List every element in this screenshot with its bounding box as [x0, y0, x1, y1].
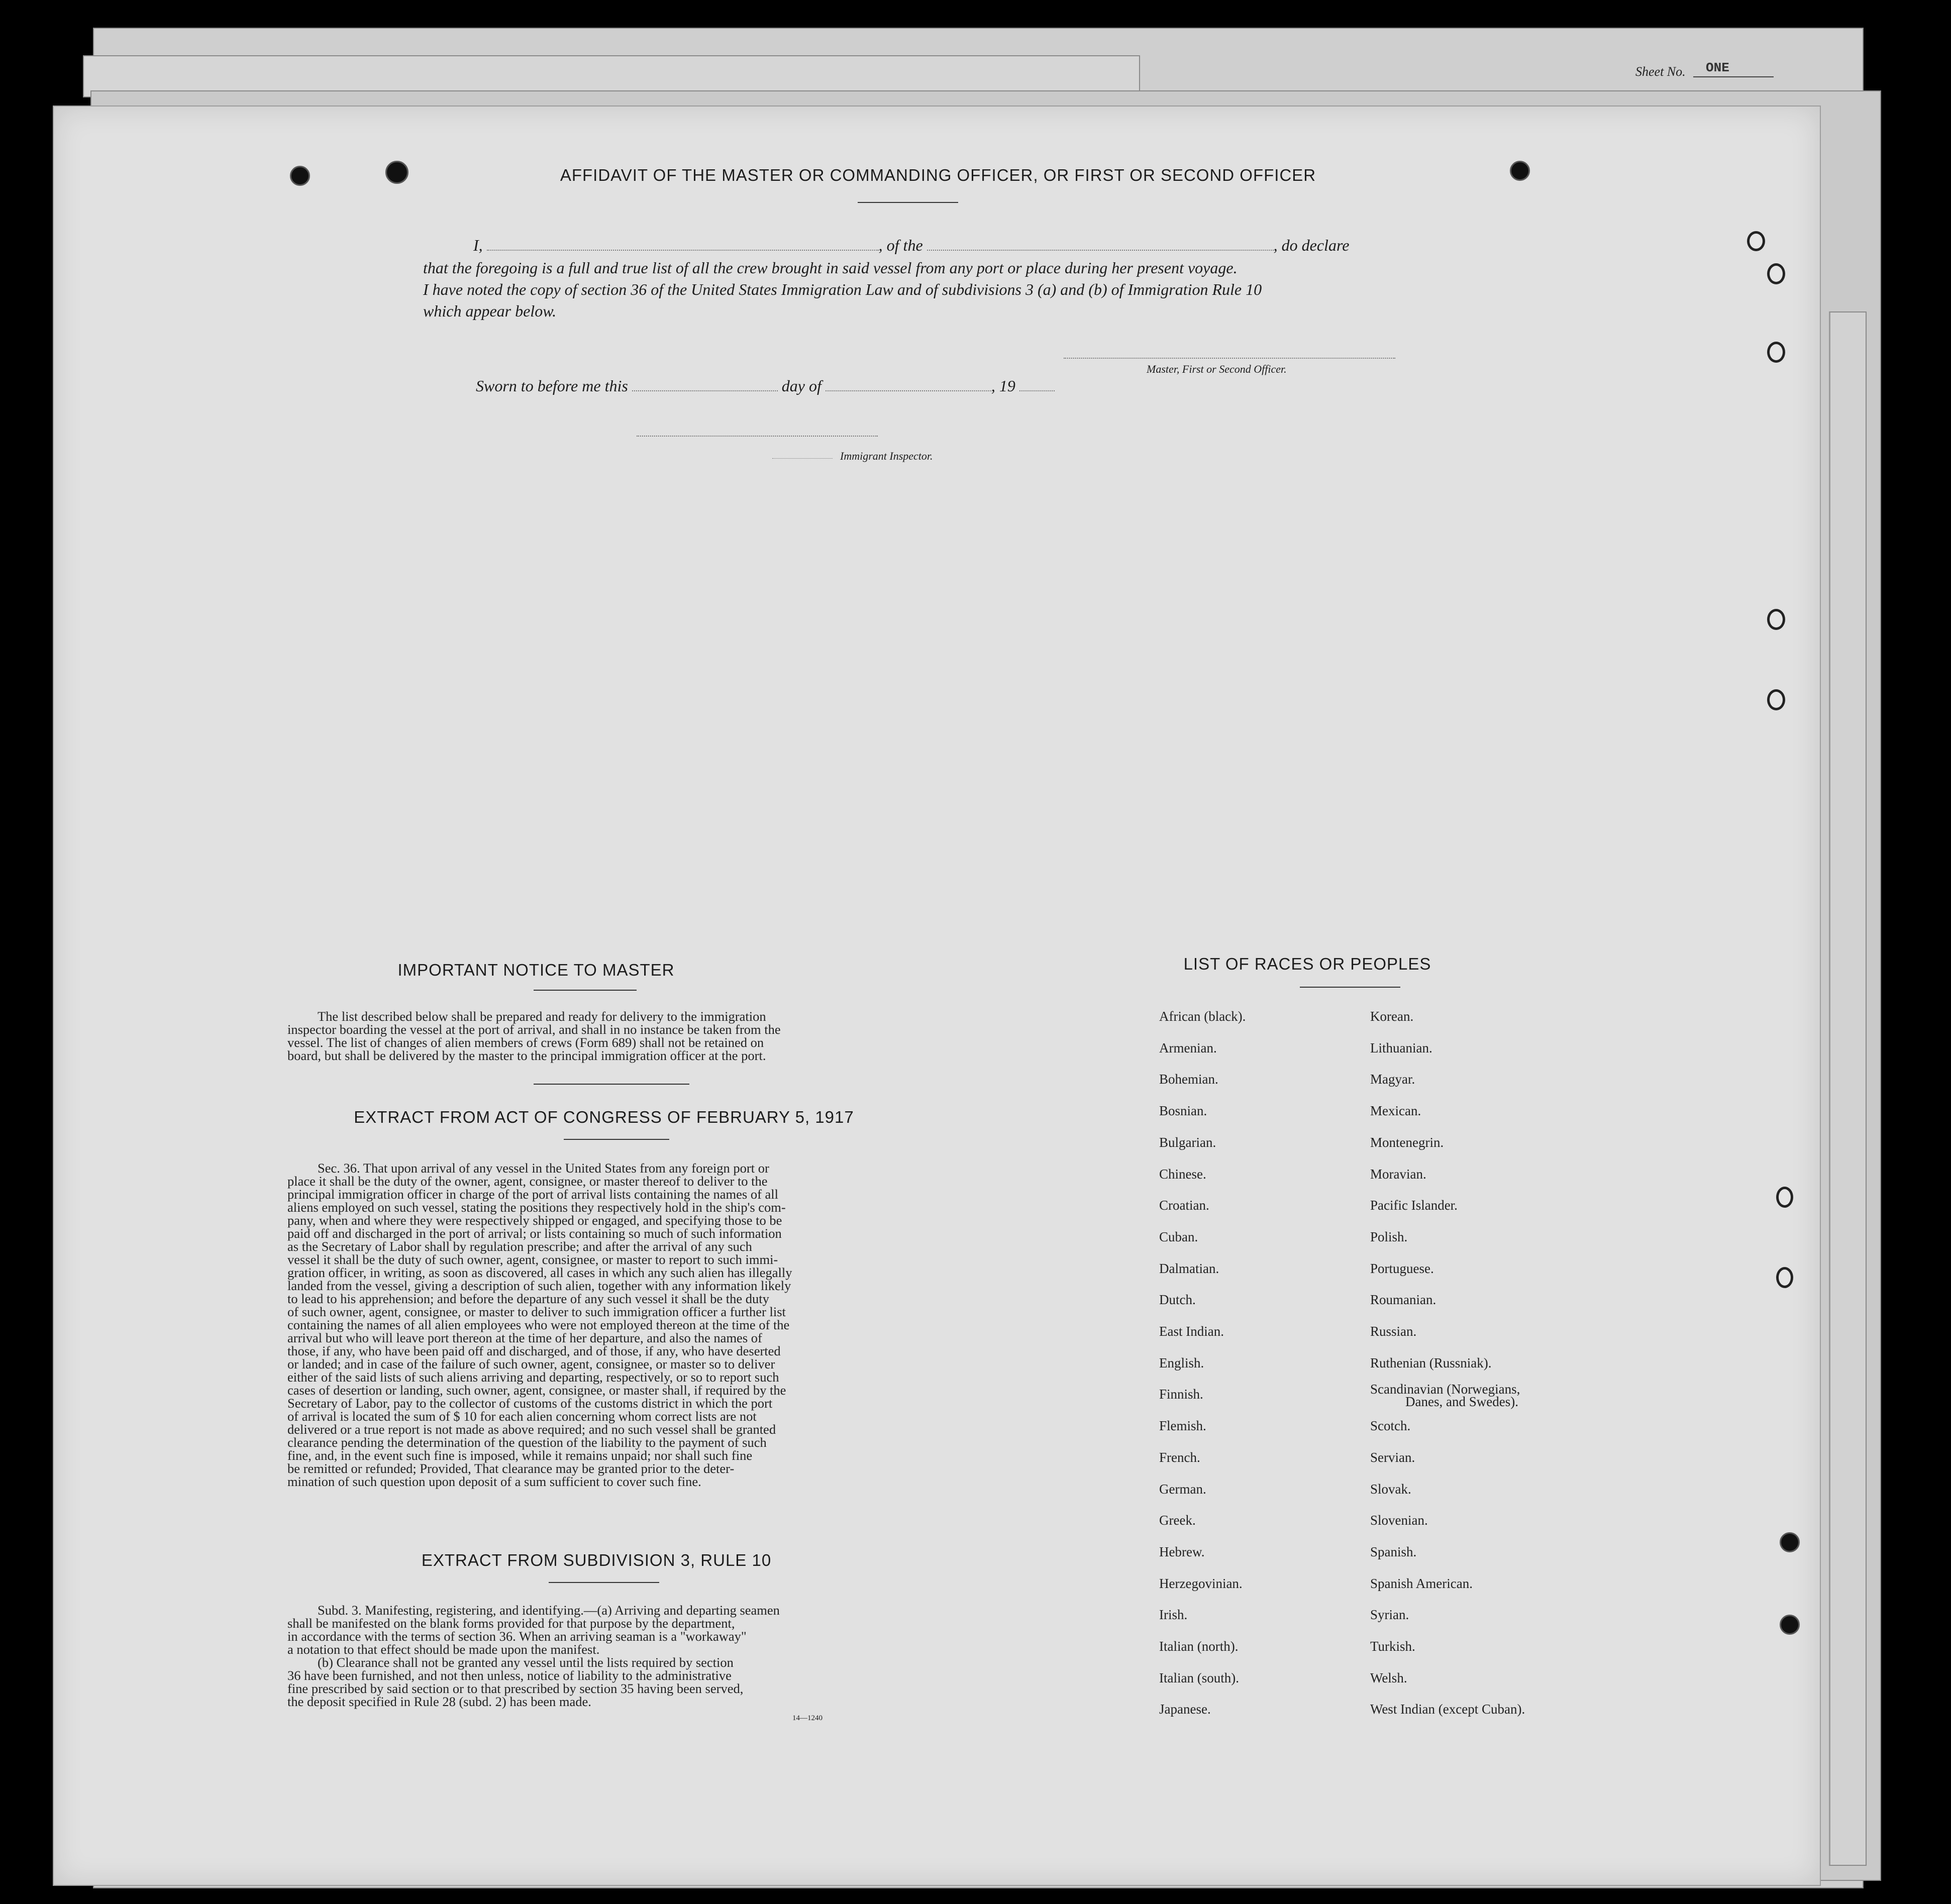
act-line: landed from the vessel, giving a description of such alien, together with any information likely: [287, 1278, 791, 1293]
race-item: English.: [1159, 1355, 1204, 1370]
race-item: Lithuanian.: [1370, 1040, 1432, 1055]
race-item: Flemish.: [1159, 1418, 1206, 1434]
race-item: German.: [1159, 1481, 1206, 1497]
rule-line: in accordance with the terms of section 36. When an arriving seaman is a "workaway": [287, 1629, 747, 1644]
inspector-signature-line[interactable]: [637, 436, 878, 437]
affidavit-page: [53, 105, 1821, 1886]
affidavit-title: AFFIDAVIT OF THE MASTER OR COMMANDING OFFICER, OR FIRST OR SECOND OFFICER: [560, 166, 1316, 184]
act-line: place it shall be the duty of the owner, agent, consignee, or master thereof to deliver to the: [287, 1174, 768, 1189]
officer-signature-caption: Master, First or Second Officer.: [1147, 363, 1287, 375]
race-item: African (black).: [1159, 1009, 1246, 1024]
race-item: French.: [1159, 1449, 1200, 1465]
sheet-number-label: Sheet No.: [1635, 64, 1686, 79]
race-item: Scotch.: [1370, 1418, 1411, 1434]
rule-line: (b) Clearance shall not be granted any vessel until the lists required by section: [318, 1655, 734, 1670]
act-line: or landed; and in case of the failure of such owner, agent, consignee, or master so to deliver: [287, 1356, 775, 1371]
race-item: Moravian.: [1370, 1166, 1426, 1182]
race-item: Irish.: [1159, 1607, 1188, 1623]
race-item: Italian (south).: [1159, 1670, 1239, 1685]
rule-body: [287, 1604, 938, 1708]
act-line: gration officer, in writing, as soon as discovered, all cases in which any such alien has illegally: [287, 1265, 792, 1280]
vessel-name-field[interactable]: [927, 250, 1274, 251]
punch-hole: [1780, 1615, 1800, 1635]
races-left-column: [1159, 1001, 1246, 1725]
race-item: Russian.: [1370, 1324, 1417, 1339]
affidavit-line-3: I have noted the copy of section 36 of the United States Immigration Law and of subdivisions 3 (a) and (b) of Immigration Rule 10: [423, 280, 1262, 298]
i-label: I,: [473, 236, 483, 254]
race-item: Spanish.: [1370, 1544, 1417, 1559]
do-declare-label: , do declare: [1273, 236, 1350, 254]
act-line: either of the said lists of such aliens arriving and departing, respectively, or so to report such: [287, 1369, 779, 1385]
act-line: mination of such question upon deposit of a sum sufficient to cover such fine.: [287, 1474, 701, 1489]
rule-line: Subd. 3. Manifesting, registering, and identifying.—(a) Arriving and departing seamen: [318, 1603, 780, 1618]
race-item: Slovak.: [1370, 1481, 1411, 1497]
race-item: Polish.: [1370, 1229, 1408, 1244]
background-sheet-edge: [1829, 311, 1867, 1866]
year-label: , 19: [991, 377, 1015, 395]
act-line: as the Secretary of Labor shall by regulation prescribe; and after the arrival of any such: [287, 1239, 752, 1254]
race-item: Armenian.: [1159, 1040, 1217, 1055]
inspector-caption-line: [772, 458, 833, 459]
race-item: Portuguese.: [1370, 1260, 1434, 1276]
notice-line: board, but shall be delivered by the master to the principal immigration officer at the port.: [287, 1048, 766, 1063]
officer-name-field[interactable]: [487, 250, 879, 251]
race-item: East Indian.: [1159, 1324, 1224, 1339]
rule-line: 36 have been furnished, and not then unless, notice of liability to the administrative: [287, 1668, 732, 1683]
punch-hole: [1767, 609, 1785, 630]
act-line: fine, and, in the event such fine is imposed, while it remains unpaid; nor shall such fine: [287, 1448, 753, 1463]
race-item: West Indian (except Cuban).: [1370, 1702, 1525, 1717]
race-item: Korean.: [1370, 1009, 1414, 1024]
act-line: Secretary of Labor, pay to the collector of customs of the customs district in which the port: [287, 1396, 773, 1411]
race-item: Mexican.: [1370, 1103, 1421, 1119]
act-line: principal immigration officer in charge of the port of arrival lists containing the names of all: [287, 1187, 779, 1202]
act-line: of such owner, agent, consignee, or master to deliver to such immigration officer a further list: [287, 1304, 786, 1319]
affidavit-line-4: which appear below.: [423, 302, 557, 320]
race-item: Syrian.: [1370, 1607, 1409, 1623]
affidavit-line-1: [473, 235, 1478, 256]
sheet-number-value: ONE: [1706, 60, 1729, 75]
punch-hole: [1776, 1267, 1793, 1288]
race-item: Montenegrin.: [1370, 1134, 1444, 1150]
sworn-line: [476, 375, 1179, 397]
race-item: Cuban.: [1159, 1229, 1198, 1244]
race-item: Bulgarian.: [1159, 1134, 1216, 1150]
rule-line: a notation to that effect should be made upon the manifest.: [287, 1642, 600, 1657]
act-line: containing the names of all alien employees who were not employed thereon at the time of the: [287, 1317, 790, 1332]
race-item: Bohemian.: [1159, 1072, 1218, 1087]
act-line: pany, when and where they were respectively shipped or engaged, and specifying those to be: [287, 1213, 782, 1228]
inspector-caption: Immigrant Inspector.: [840, 450, 933, 462]
race-item: Pacific Islander.: [1370, 1198, 1458, 1213]
race-item: Greek.: [1159, 1513, 1196, 1528]
title-rule: [858, 202, 958, 203]
sworn-day-field[interactable]: [632, 390, 778, 391]
race-item: Italian (north).: [1159, 1639, 1239, 1654]
sworn-label: Sworn to before me this: [476, 377, 628, 395]
notice-line: vessel. The list of changes of alien members of crews (Form 689) shall not be retained on: [287, 1035, 764, 1050]
race-item: Japanese.: [1159, 1702, 1211, 1717]
race-item: Chinese.: [1159, 1166, 1206, 1182]
race-item: Slovenian.: [1370, 1513, 1428, 1528]
race-item: Roumanian.: [1370, 1292, 1436, 1308]
punch-hole: [1776, 1187, 1793, 1208]
act-body: [287, 1161, 938, 1488]
races-right-column: [1370, 1001, 1525, 1725]
race-item: Finnish.: [1159, 1387, 1203, 1402]
notice-bottom-rule: [534, 1084, 689, 1085]
races-rule: [1300, 987, 1400, 988]
act-line: arrival but who will leave port thereon at the time of her departure, and also the names of: [287, 1330, 762, 1345]
punch-hole: [1767, 689, 1785, 710]
sheet-number-line: [1693, 76, 1774, 77]
form-number: 14—1240: [792, 1714, 823, 1722]
race-item: Magyar.: [1370, 1072, 1415, 1087]
punch-hole: [1747, 231, 1765, 251]
punch-hole: [1767, 342, 1785, 363]
act-line: vessel it shall be the duty of such owner, agent, consignee, or master to report to such immi-: [287, 1252, 778, 1267]
act-line: delivered or a true report is not made as above required; and no such vessel shall be granted: [287, 1422, 776, 1437]
act-line: to lead to his apprehension; and before the departure of any such vessel it shall be the duty: [287, 1291, 769, 1306]
act-rule: [564, 1139, 669, 1140]
act-line: clearance pending the determination of the question of the liability to the payment of such: [287, 1435, 767, 1450]
act-line: be remitted or refunded; Provided, That clearance may be granted prior to the deter-: [287, 1461, 735, 1476]
rule-line: shall be manifested on the blank forms provided for that purpose by the department,: [287, 1616, 735, 1631]
of-the-label: , of the: [878, 236, 923, 254]
notice-body: [287, 1010, 938, 1062]
sworn-month-field[interactable]: [826, 390, 991, 391]
race-item: Servian.: [1370, 1449, 1415, 1465]
rule-rule: [549, 1582, 659, 1583]
punch-hole: [1780, 1532, 1800, 1552]
officer-signature-line[interactable]: [1064, 358, 1395, 359]
act-line: aliens employed on such vessel, stating the positions they respectively hold in the ship's com-: [287, 1200, 786, 1215]
notice-title: IMPORTANT NOTICE TO MASTER: [397, 961, 675, 979]
races-title: LIST OF RACES OR PEOPLES: [1183, 955, 1431, 973]
notice-rule: [534, 990, 637, 991]
affidavit-line-2: that the foregoing is a full and true list of all the crew brought in said vessel from any port or place during her present voyage.: [423, 259, 1238, 277]
notice-line: inspector boarding the vessel at the port of arrival, and shall in no instance be taken from the: [287, 1022, 781, 1037]
race-item: Scandinavian (Norwegians,: [1370, 1382, 1520, 1397]
race-item: Welsh.: [1370, 1670, 1407, 1685]
race-item: Dalmatian.: [1159, 1260, 1219, 1276]
act-line: Sec. 36. That upon arrival of any vessel in the United States from any foreign port or: [318, 1160, 769, 1176]
rule-title: EXTRACT FROM SUBDIVISION 3, RULE 10: [421, 1551, 772, 1569]
punch-hole: [1767, 263, 1785, 284]
sworn-year-field[interactable]: [1019, 390, 1055, 391]
notice-line: The list described below shall be prepared and ready for delivery to the immigration: [318, 1009, 766, 1024]
act-line: of arrival is located the sum of $ 10 for each alien concerning whom correct lists are not: [287, 1409, 757, 1424]
act-line: those, if any, who have been paid off and discharged, and of those, if any, who have deserted: [287, 1343, 781, 1358]
race-item: Spanish American.: [1370, 1575, 1473, 1591]
race-item: Dutch.: [1159, 1292, 1196, 1308]
race-item: Ruthenian (Russniak).: [1370, 1355, 1492, 1370]
race-item: Turkish.: [1370, 1639, 1415, 1654]
race-item-continued: Danes, and Swedes).: [1405, 1394, 1518, 1409]
race-item: Bosnian.: [1159, 1103, 1207, 1119]
rule-line: the deposit specified in Rule 28 (subd. 2) has been made.: [287, 1694, 591, 1709]
act-line: paid off and discharged in the port of arrival; or lists containing so much of such information: [287, 1226, 782, 1241]
race-item: Hebrew.: [1159, 1544, 1205, 1559]
day-of-label: day of: [781, 377, 822, 395]
act-title: EXTRACT FROM ACT OF CONGRESS OF FEBRUARY 5, 1917: [354, 1108, 854, 1126]
rule-line: fine prescribed by said section or to that prescribed by section 35 having been served,: [287, 1681, 744, 1696]
act-line: cases of desertion or landing, such owner, agent, consignee, or master shall, if required by the: [287, 1383, 786, 1398]
race-item: Croatian.: [1159, 1198, 1209, 1213]
race-item: Herzegovinian.: [1159, 1575, 1243, 1591]
